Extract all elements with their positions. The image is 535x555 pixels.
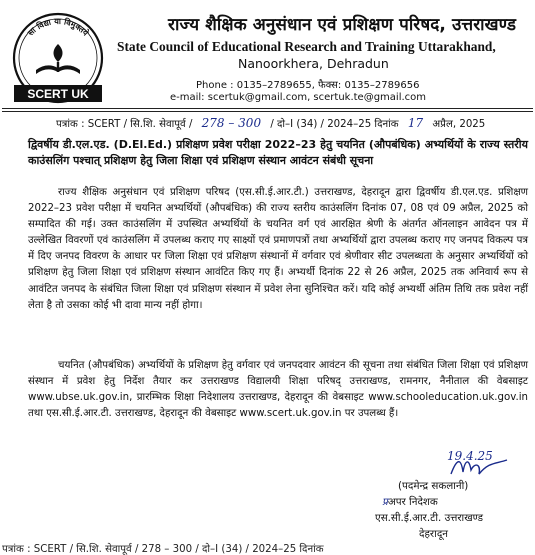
header-divider-thin (2, 111, 533, 112)
reference-line (56, 116, 485, 130)
logo-motto: सा विद्या या विमुक्तये (26, 16, 91, 38)
signatory-organisation: एस.सी.ई.आर.टी. उत्तराखण्ड (375, 512, 484, 524)
signatory-designation (382, 495, 438, 509)
header-email: e-mail: scertuk@gmail.com, scertuk.te@gmail.com (170, 92, 427, 103)
reference-day-handwritten: 17 (407, 116, 424, 130)
reference-prefix: पत्रांक : SCERT / सि.शि. सेवापूर्व / (56, 119, 193, 130)
reference-suffix: अप्रैल, 2025 (432, 119, 486, 130)
notice-subject: द्विवर्षीय डी.एल.एड. (D.El.Ed.) प्रशिक्षण प्रवेश परीक्षा 2022–23 हेतु चयनित (औपबंधिक) अभ्यर्थियों के राज्य स्तरीय काउंसलिंग पश्चात् प्रशिक्षण हेतु जिला शिक्षा एवं प्रशिक्षण संस्थान आवंटन संबंधी सूचना (28, 138, 528, 167)
header-address: Nanoorkhera, Dehradun (238, 56, 389, 71)
header-title-hindi: राज्य शैक्षिक अनुसंधान एवं प्रशिक्षण परिषद, उत्तराखण्ड (168, 15, 517, 35)
signatory-city: देहरादून (419, 528, 448, 540)
signatory-name: (पदमेन्द्र सकलानी) (398, 480, 469, 492)
body-paragraph-2: चयनित (औपबंधिक) अभ्यर्थियों के प्रशिक्षण हेतु वर्गवार एवं जनपदवार आवंटन की सूचना तथा संबंधित जिला शिक्षा एवं प्रशिक्षण संस्थान में प्रवेश हेतु निर्देश तैयार कर उत्तराखण्ड विद्यालयी शिक्षा परिषद् उत्तराखण्ड, रामनगर, नैनीताल की वेबसाइट www.ubse.uk.gov.in, प्रारम्भिक शिक्षा निदेशालय उत्तराखण्ड, देहरादून की वेबसाइट www.schooleducation.uk.gov.in तथा एस.सी.ई.आर.टी. उत्तराखण्ड, देहरादून की वेबसाइट www.scert.uk.gov.in पर उपलब्ध हैं। (28, 360, 528, 420)
cutoff-reference-line (2, 542, 533, 555)
logo-label: SCERT UK (27, 87, 89, 101)
body-paragraph-1: राज्य शैक्षिक अनुसंधान एवं प्रशिक्षण परिषद (एस.सी.ई.आर.टी.) उत्तराखण्ड, देहरादून द्वारा द्विवर्षीय डी.एल.एड. प्रशिक्षण 2022–23 प्रवेश परीक्षा में चयनित अभ्यर्थियों (औपबंधिक) की राज्य स्तरीय काउंसलिंग दिनांक 07, 08 एवं 09 अप्रैल, 2025 को सम्पादित की गई। उक्त काउंसलिंग में उपस्थित अभ्यर्थियों के चयनित वर्ग एवं आरक्षित श्रेणी के अंतर्गत ऑनलाइन आवेदन पत्र में उल्लेखित विवरणों एवं काउंसलिंग में उपलब्ध कराए गए साक्ष्यों एवं प्रमाणपत्रों तथा अभ्यर्थियों द्वारा उपलब्ध कराए गए जनपद विकल्प पत्र में दिए जनपद विवरण के आधार पर जिला शिक्षा एवं प्रशिक्षण संस्थानों में वर्गवार एवं श्रेणीवार सीट उपलब्धता के अनुसार अभ्यर्थियों को प्रशिक्षण हेतु जिला शिक्षा एवं प्रशिक्षण संस्थान आवंटित किए गए हैं। अभ्यर्थी दिनांक 22 से 26 अप्रैल, 2025 तक अनिवार्य रूप से आवंटित जनपद के संबंधित जिला शिक्षा एवं प्रशिक्षण संस्थान में प्रवेश लेना सुनिश्चित करें। यदि कोई अभ्यर्थी अंतिम तिथि तक प्रवेश नहीं लेता है तो उसका कोई भी दावा मान्य नहीं होगा। (28, 187, 528, 311)
header-phone: Phone : 0135–2789655, फैक्स: 0135–2789656 (196, 80, 420, 91)
signature-handwritten-date: 19.4.25 (447, 449, 493, 463)
reference-middle: / दो–I (34) / 2024–25 दिनांक (270, 119, 399, 130)
scert-logo (6, 8, 110, 106)
designation-text: अपर निदेशक (387, 496, 438, 508)
header-title-english: State Council of Educational Research and Training Uttarakhand, (117, 39, 496, 54)
reference-number-handwritten: 278 – 300 (201, 116, 262, 130)
designation-mark: प्र (382, 496, 388, 508)
header-divider (2, 108, 533, 109)
cutoff-text: पत्रांक : SCERT / सि.शि. सेवापूर्व / 278 – 300 / दो–I (34) / 2024–25 दिनांक (2, 544, 324, 555)
